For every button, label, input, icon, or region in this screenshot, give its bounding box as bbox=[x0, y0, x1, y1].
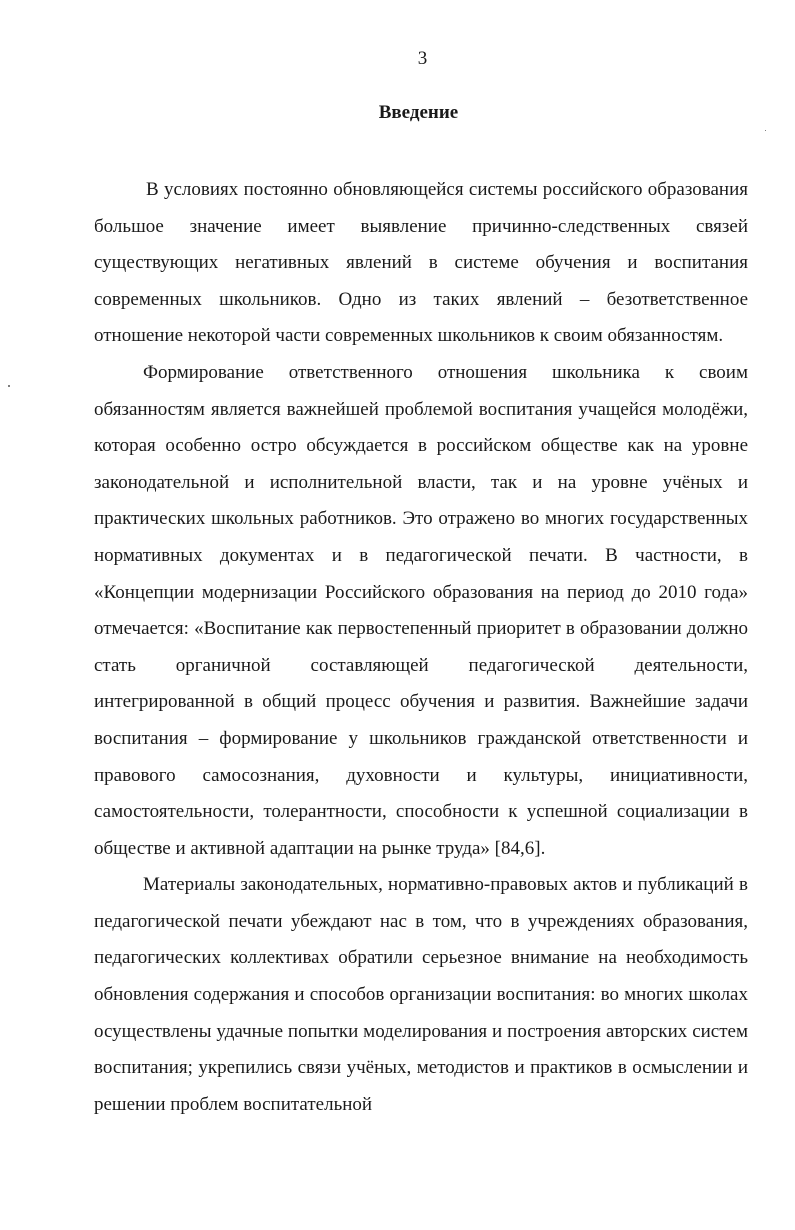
section-heading: Введение bbox=[378, 102, 459, 123]
scan-speck bbox=[765, 130, 766, 131]
paragraph-1: В условиях постоянно обновляющейся системы российского образования большое значение имеет выявление причинно-следственных связей существующих негативных явлений в системе обучения и воспитания современных школьников. Одно из таких явлений – безответственное отношение некоторой части современных школьников к своим обязанностям. bbox=[94, 179, 748, 347]
paragraph-3: Материалы законодательных, нормативно-правовых актов и публикаций в педагогической печати убеждают нас в том, что в учреждениях образования, педагогических коллективах обратили серьезное внимание на необходимость обновления содержания и способов организации воспитания: во многих школах осуществлены удачные попытки моделирования и построения авторских систем воспитания; укрепились связи учёных, методистов и практиков в осмыслении и решении проблем воспитательной bbox=[94, 874, 748, 1115]
body-text bbox=[94, 172, 748, 1123]
page-number: 3 bbox=[417, 48, 428, 69]
scan-speck bbox=[8, 385, 10, 387]
paragraph-2: Формирование ответственного отношения школьника к своим обязанностям является важнейшей проблемой воспитания учащейся молодёжи, которая особенно остро обсуждается в российском обществе как на уровне законодательной и исполнительной власти, так и на уровне учёных и практических школьных работников. Это отражено во многих государственных нормативных документах и в педагогической печати. В частности, в «Концепции модернизации Российского образования на период до 2010 года» отмечается: «Воспитание как первостепенный приоритет в образовании должно стать органичной составляющей педагогической деятельности, интегрированной в общий процесс обучения и развития. Важнейшие задачи воспитания – формирование у школьников гражданской ответственности и правового самосознания, духовности и культуры, инициативности, самостоятельности, толерантности, способности к успешной социализации в обществе и активной адаптации на рынке труда» [84,6]. bbox=[94, 361, 748, 859]
